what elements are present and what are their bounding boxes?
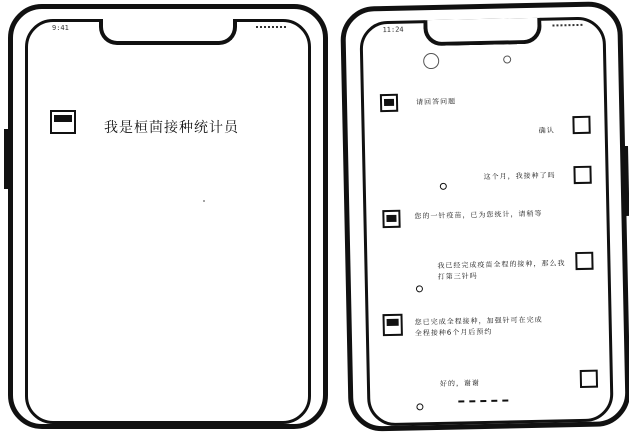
message-text: 这个月，我接种了吗 <box>483 171 556 181</box>
typing-indicator <box>458 400 508 404</box>
bot-avatar <box>382 210 400 228</box>
left-phone-screen <box>25 19 311 424</box>
bot-avatar <box>50 110 76 134</box>
status-time: 9:41 <box>52 24 69 32</box>
read-indicator <box>416 403 423 410</box>
bot-avatar <box>380 94 398 112</box>
header-icon[interactable] <box>423 53 439 69</box>
left-phone-frame <box>8 4 328 429</box>
status-time: 11:24 <box>382 25 404 35</box>
user-avatar <box>575 252 593 270</box>
notch <box>423 18 542 46</box>
user-avatar <box>572 116 590 134</box>
status-indicators <box>256 26 286 33</box>
cursor-dot <box>203 200 205 202</box>
power-button <box>624 146 629 216</box>
intro-message: 我是桓茴接种统计员 <box>104 120 239 136</box>
read-indicator <box>416 285 423 292</box>
read-indicator <box>440 183 447 190</box>
user-avatar <box>573 166 591 184</box>
right-phone-screen <box>359 16 613 426</box>
message-text: 请回答问题 <box>415 97 457 107</box>
message-text: 您已完成全程接种，加强针可在完成全程接种6个月后预约 <box>414 315 543 338</box>
message-text: 您的一针疫苗，已为您统计，请稍等 <box>414 209 543 221</box>
message-text: 确认 <box>538 126 555 135</box>
volume-button <box>4 129 8 189</box>
message-text: 好的，谢谢 <box>439 379 481 388</box>
bot-avatar <box>382 314 402 336</box>
notch <box>99 19 237 45</box>
right-phone-frame <box>340 1 629 432</box>
header-dot-icon <box>503 55 511 63</box>
user-avatar <box>580 370 598 388</box>
status-indicators <box>552 24 582 32</box>
message-text: 我已经完成疫苗全程的接种，那么我打第三针吗 <box>437 259 566 281</box>
